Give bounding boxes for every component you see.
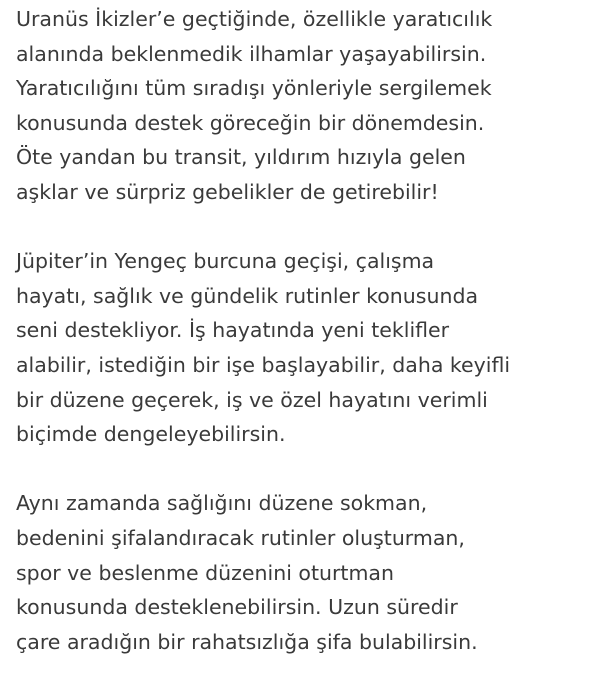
text-line: aşklar ve sürpriz gebelikler de getirebilir!	[16, 179, 439, 204]
text-line: Öte yandan bu transit, yıldırım hızıyla gelen	[16, 145, 466, 170]
paragraph-health	[16, 486, 586, 659]
text-line: seni destekliyor. İş hayatında yeni teklifler	[16, 318, 450, 343]
text-line: spor ve beslenme düzenini oturtman	[16, 560, 394, 585]
text-line: Aynı zamanda sağlığını düzene sokman,	[16, 491, 428, 516]
text-line: bir düzene geçerek, iş ve özel hayatını verimli	[16, 387, 488, 412]
text-line: alanında beklenmedik ilhamlar yaşayabilirsin.	[16, 41, 487, 66]
article-body	[16, 2, 586, 694]
text-line: konusunda desteklenebilirsin. Uzun süredir	[16, 595, 458, 620]
text-line: Jüpiter’in Yengeç burcuna geçişi, çalışma	[16, 249, 435, 274]
text-line: biçimde dengeleyebilirsin.	[16, 422, 286, 447]
paragraph-uranus	[16, 2, 586, 210]
text-line: Uranüs İkizler’e geçtiğinde, özellikle yaratıcılık	[16, 7, 493, 31]
paragraph-jupiter	[16, 244, 586, 452]
text-line: hayatı, sağlık ve gündelik rutinler konusunda	[16, 283, 479, 308]
text-line: alabilir, istediğin bir işe başlayabilir, daha keyifli	[16, 352, 511, 377]
text-line: konusunda destek göreceğin bir dönemdesin.	[16, 110, 485, 135]
text-line: Yaratıcılığını tüm sıradışı yönleriyle sergilemek	[16, 76, 492, 101]
text-line: çare aradığın bir rahatsızlığa şifa bulabilirsin.	[16, 629, 478, 654]
text-line: bedenini şifalandıracak rutinler oluşturman,	[16, 525, 465, 550]
